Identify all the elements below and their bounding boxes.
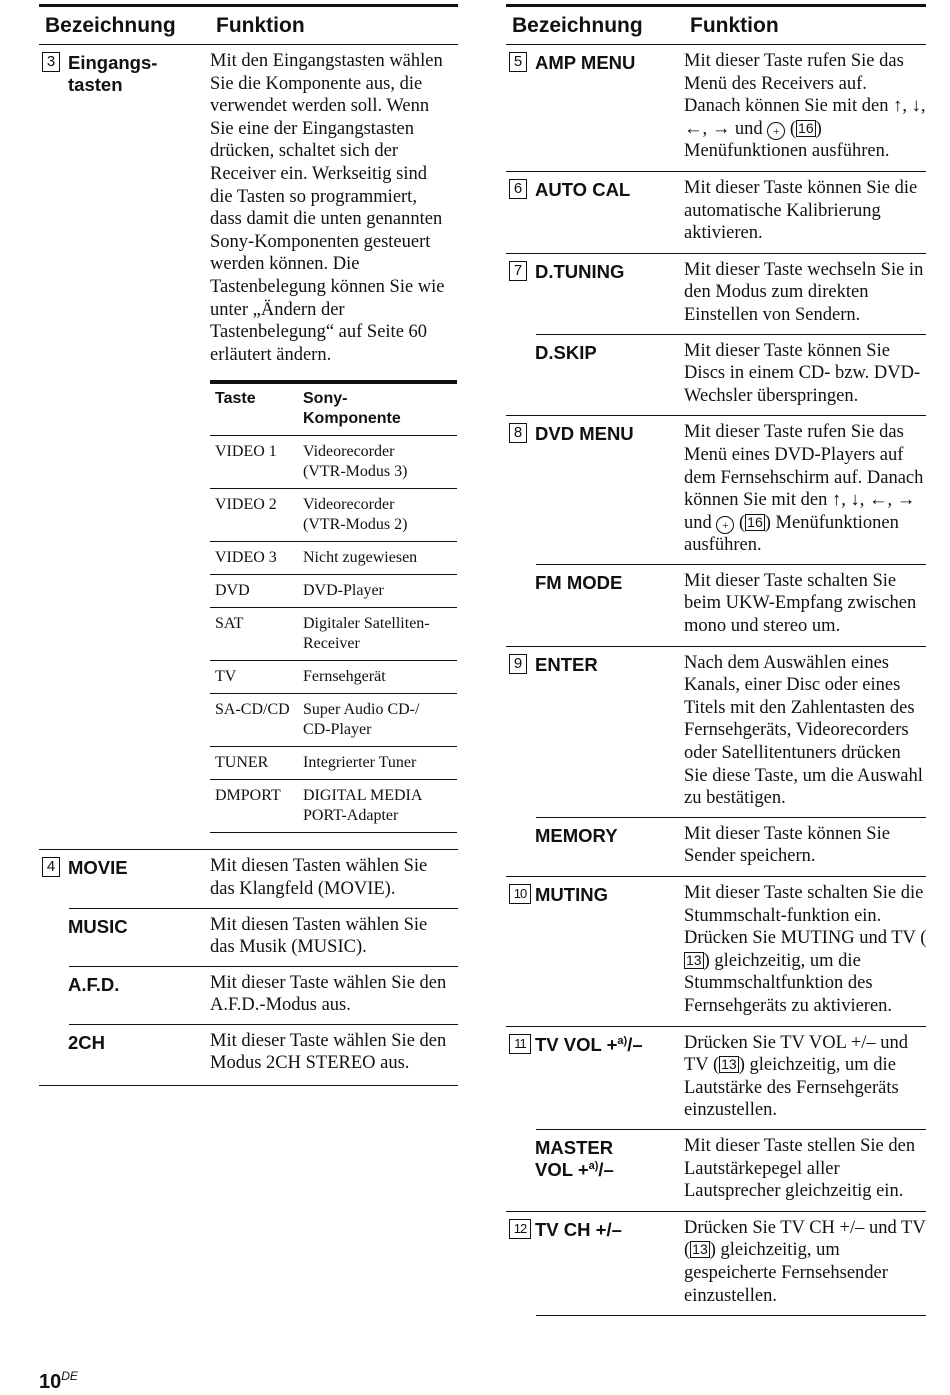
table-cell-key: TUNER [215,754,269,772]
page-number [39,1369,78,1394]
enter-circle-icon: + [716,516,734,534]
table-row [210,489,457,542]
table-header [506,4,926,45]
item-description: Nach dem Auswählen eines Kanals, einer Disc oder eines Titels mit den Zahlentasten des Fernsehgeräts, Videorecorders oder Satellitentuners drücken Sie diese Taste, um die Auswahl zu bestätigen. [684,652,923,809]
desc-text: ) gleichzeitig, um gespeicherte Fernsehsender einzustellen. [684,1240,888,1306]
table-row [210,780,457,833]
key-table-header-taste: Taste [215,390,256,408]
item-number: 9 [509,654,527,674]
desc-text: Drücken Sie TV CH +/– und TV ( [684,1217,926,1261]
table-cell-value: DVD-Player [303,582,384,600]
item-label: MUTING [535,884,608,905]
row-amp-menu [506,45,926,171]
item-label [535,1135,684,1203]
key-table-header [210,380,457,436]
item-label: 2CH [68,1031,106,1053]
language-code: DE [61,1369,78,1383]
table-cell-value: DIGITAL MEDIA PORT-Adapter [303,787,423,825]
item-description: Mit dieser Taste wählen Sie den A.F.D.-Modus aus. [210,972,447,1016]
table-row [210,575,457,608]
desc-text: Mit dieser Taste rufen Sie das Menü des Receivers auf. Danach können Sie mit den [684,51,904,117]
item-number: 10 [509,884,531,904]
reference-number: 13 [686,951,702,968]
table-cell-key: DVD [215,582,250,600]
table-cell-key: VIDEO 2 [215,496,277,514]
desc-text: und [684,512,717,533]
row-2ch [39,1025,458,1083]
table-row [210,436,457,489]
label-text: TV VOL + [535,1033,618,1055]
reference-number: 16 [798,119,814,136]
header-funktion: Funktion [216,13,305,37]
item-description: Mit dieser Taste schalten Sie beim UKW-Empfang zwischen mono und stereo um. [684,570,917,637]
row-memory [506,818,926,876]
item-number: 6 [509,179,527,199]
item-description: Mit dieser Taste können Sie Sender speichern. [684,823,890,867]
item-description [684,1217,927,1307]
reference-number: 13 [721,1056,737,1073]
row-dvd-menu [506,415,926,565]
row-muting [506,876,926,1026]
reference-number: 13 [692,1241,708,1258]
item-label: MUSIC [68,915,128,937]
enter-circle-icon: + [767,122,785,140]
item-description: Mit den Eingangstasten wählen Sie die Komponente aus, die verwendet werden soll. Wenn Sie eine der Eingangstasten drücken, schaltet sich der Receiver ein. Werkseitig sind die Tasten so programmiert, dass damit die unten genannten Sony-Komponenten gesteuert werden können. Die Tastenbelegung können Sie wie unter „Ändern der Tastenbelegung“ auf Seite 60 erläutert ändern. [210,51,445,365]
item-label: DVD MENU [535,423,634,445]
label-text: MASTER VOL + [535,1136,614,1180]
arrow-keys-icon: ↑, ↓, ←, → [831,490,916,511]
item-description: Mit diesen Tasten wählen Sie das Musik (MUSIC). [210,914,428,958]
row-movie [39,849,458,908]
row-tv-vol [506,1026,926,1130]
item-description: Mit diesen Tasten wählen Sie das Klangfeld (MOVIE). [210,856,428,899]
row-enter [506,646,926,818]
label-text: /– [627,1033,643,1055]
item-description: Mit dieser Taste stellen Sie den Lautstärkepegel aller Lautsprecher gleichzeitig ein. [684,1135,916,1202]
table-header [39,4,458,45]
desc-text: Menüfunktionen ausführen. [684,512,899,556]
left-column [39,4,458,1086]
table-cell-value: Integrierter Tuner [303,754,417,772]
item-label: AUTO CAL [535,178,631,200]
item-description: Mit dieser Taste wählen Sie den Modus 2CH STEREO aus. [210,1030,447,1074]
header-funktion: Funktion [690,13,779,37]
table-cell-key: VIDEO 1 [215,443,277,461]
table-cell-key: DMPORT [215,787,281,805]
row-d-skip [506,335,926,416]
row-d-tuning [506,253,926,335]
footnote-marker: a) [588,1159,599,1172]
right-column [506,4,926,1316]
desc-text: und [730,118,768,139]
item-label: TV CH +/– [535,1218,622,1240]
table-row [210,661,457,694]
item-description [684,882,927,1018]
row-input-keys [39,45,458,374]
table-end-line [536,1315,926,1316]
item-label: A.F.D. [68,973,120,995]
header-bezeichnung: Bezeichnung [512,13,643,37]
reference-number: 16 [747,513,763,530]
item-label: MEMORY [535,824,618,846]
item-number: 7 [509,261,527,281]
item-description: Mit dieser Taste rufen Sie das Menü eines DVD-Players auf dem Fernsehschirm auf. Danach können Sie mit den ↑, ↓, ←, → und + ( 16 ) Menüfunktionen ausführen. [684,422,924,556]
item-number: 5 [509,52,527,72]
item-number: 12 [509,1219,531,1239]
table-cell-value: Videorecorder (VTR-Modus 2) [303,496,408,534]
desc-text: Drücken Sie TV VOL +/– und TV ( [684,1032,909,1076]
table-row [210,542,457,575]
row-music [39,909,458,967]
table-cell-key: SA-CD/CD [215,701,290,719]
row-fm-mode [506,565,926,646]
item-description [684,1032,927,1122]
desc-text: Mit dieser Taste schalten Sie die Stummschalt-funktion ein. Drücken Sie MUTING und TV ( [684,883,927,949]
row-master-vol [506,1130,926,1211]
desc-text: Mit dieser Taste rufen Sie das Menü eines DVD-Players auf dem Fernsehschirm auf. Danach können Sie mit den [684,422,924,511]
table-cell-value: Nicht zugewiesen [303,549,418,567]
item-description: Mit dieser Taste können Sie die automatische Kalibrierung aktivieren. [684,177,918,244]
table-cell-key: VIDEO 3 [215,549,277,567]
item-number: 8 [509,423,527,443]
desc-text: Menüfunktionen ausführen. [684,141,890,162]
item-number: 4 [42,857,60,877]
table-cell-value: Digitaler Satelliten- Receiver [303,615,430,653]
item-label: FM MODE [535,571,623,593]
row-afd [39,967,458,1025]
table-cell-value: Super Audio CD-/ CD-Player [303,701,420,739]
footnote-marker: a) [617,1034,628,1047]
desc-text: ) gleichzeitig, um die Stummschaltfunktion des Fernsehgeräts zu aktivieren. [684,950,893,1016]
item-label: D.TUNING [535,260,625,282]
table-row [210,747,457,780]
item-label: ENTER [535,653,598,675]
table-row [210,694,457,747]
item-number: 3 [42,52,60,72]
table-cell-value: Fernsehgerät [303,668,386,686]
row-tv-ch [506,1211,926,1315]
item-label: D.SKIP [535,341,597,363]
table-row [210,608,457,661]
header-bezeichnung: Bezeichnung [45,13,176,37]
desc-text: ) gleichzeitig, um die Lautstärke des Fernsehgeräts einzustellen. [684,1055,899,1121]
page-number-value: 10 [39,1371,62,1393]
key-table-header-komponente: Sony- Komponente [303,390,401,428]
item-label: MOVIE [68,857,128,879]
table-cell-key: TV [215,668,237,686]
item-description: Mit dieser Taste rufen Sie das Menü des Receivers auf. Danach können Sie mit den ↑, ↓, ←, → und + ( 16 ) Menüfunktionen ausführen. [684,51,926,162]
arrow-keys-icon: ↑, ↓, ←, → [684,96,926,139]
item-description: Mit dieser Taste wechseln Sie in den Modus zum direkten Einstellen von Sendern. [684,259,924,325]
table-cell-key: SAT [215,615,244,633]
item-description: Mit dieser Taste können Sie Discs in einem CD- bzw. DVD-Wechsler überspringen. [684,340,921,406]
item-label: AMP MENU [535,52,636,73]
item-number: 11 [509,1034,531,1054]
item-label: Eingangs- tasten [68,52,158,95]
item-label [535,1032,684,1122]
row-auto-cal [506,171,926,253]
table-cell-value: Videorecorder (VTR-Modus 3) [303,443,408,481]
table-end-line [39,1085,458,1086]
label-text: /– [598,1158,614,1180]
key-assignment-table [210,380,457,833]
